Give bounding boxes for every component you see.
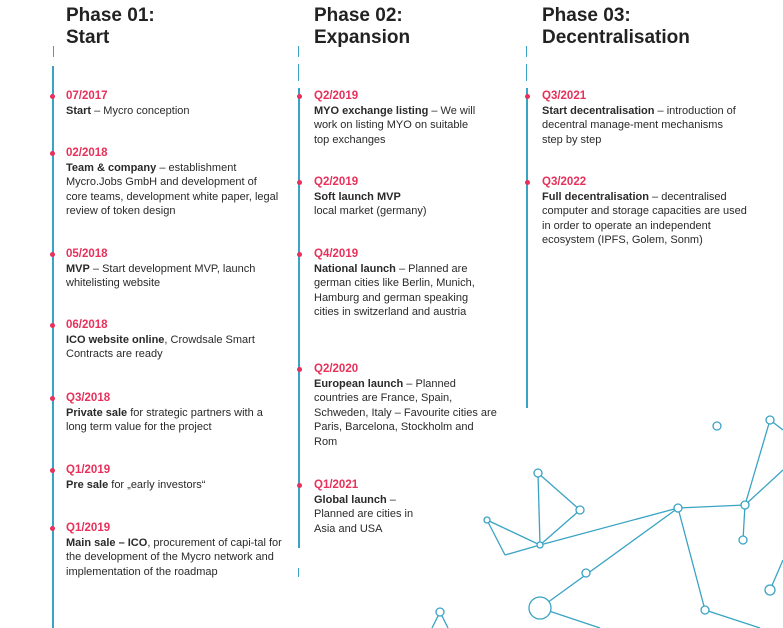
milestone-date: 07/2017 xyxy=(66,90,108,102)
milestone-date: 06/2018 xyxy=(66,319,108,331)
milestone-date: Q4/2019 xyxy=(314,248,359,260)
milestone-title: Pre sale xyxy=(66,478,109,491)
milestone-title: National launch xyxy=(314,262,396,275)
phase-1-name: Start xyxy=(66,27,110,48)
milestone-text: – Start development MVP, launch whitelisting website xyxy=(66,262,256,289)
milestone-title: Start decentralisation xyxy=(542,104,655,117)
milestone-text: , Crowdsale Smart Contracts are ready xyxy=(66,333,255,360)
milestone-title: MYO exchange listing xyxy=(314,104,429,117)
milestone-title: Start xyxy=(66,104,92,117)
milestone-date: Q1/2021 xyxy=(314,479,359,491)
milestone-text: for strategic partners with a long term value for the project xyxy=(66,406,263,433)
milestone-text: for „early investors“ xyxy=(108,478,206,491)
milestone-date: Q3/2021 xyxy=(542,90,587,102)
milestone-title: Global launch xyxy=(314,493,387,506)
milestone-title: Soft launch MVP xyxy=(314,190,401,203)
milestone-text: – We will work on listing MYO on suitable top exchanges xyxy=(314,104,476,146)
milestone-title: Main sale – ICO xyxy=(66,536,148,549)
milestone-date: Q3/2018 xyxy=(66,392,111,404)
milestone-text: , procurement of capi-tal for the development of the Mycro network and implementation of the roadmap xyxy=(66,536,282,578)
milestone-date: 05/2018 xyxy=(66,248,108,260)
phase-1-label: Phase 01: xyxy=(66,5,155,26)
phase-3-name: Decentralisation xyxy=(542,27,690,48)
milestone-text: – Planned are german cities like Berlin, Munich, Hamburg and german speaking cities in switzerland and austria xyxy=(314,262,475,318)
milestone-text: – Planned are cities in Asia and USA xyxy=(314,493,414,535)
milestone-text: – decentralised computer and storage capacities are used in order to operate an independent ecosystem (IPFS, Golem, Sonm) xyxy=(542,190,747,246)
phase-3-label: Phase 03: xyxy=(542,5,631,26)
milestone-text: – Planned countries are France, Spain, Schweden, Italy – Favourite cities are Paris, Barcelona, Stockholm and Rom xyxy=(314,377,497,448)
milestone-title: Full decentralisation xyxy=(542,190,649,203)
milestone-date: Q2/2019 xyxy=(314,176,359,188)
milestone-text: local market (germany) xyxy=(314,205,427,217)
milestone-title: European launch xyxy=(314,377,404,390)
milestone-text: – introduction of decentral manage-ment mechanisms step by step xyxy=(542,104,736,146)
milestone-text: – establishment Mycro.Jobs GmbH and development of core teams, development white paper, legal review of token design xyxy=(66,161,279,217)
milestone-date: Q2/2020 xyxy=(314,363,359,375)
milestone-date: 02/2018 xyxy=(66,147,108,159)
phase-2-label: Phase 02: xyxy=(314,5,403,26)
milestone-date: Q3/2022 xyxy=(542,176,587,188)
milestone-title: MVP xyxy=(66,262,90,275)
phase-2-name: Expansion xyxy=(314,27,411,48)
milestone-text: – Mycro conception xyxy=(91,104,190,117)
milestone-date: Q1/2019 xyxy=(66,464,111,476)
milestone-title: ICO website online xyxy=(66,333,165,346)
milestone-title: Private sale xyxy=(66,406,128,419)
milestone-date: Q2/2019 xyxy=(314,90,359,102)
milestone-title: Team & company xyxy=(66,161,157,174)
milestone-date: Q1/2019 xyxy=(66,522,111,534)
